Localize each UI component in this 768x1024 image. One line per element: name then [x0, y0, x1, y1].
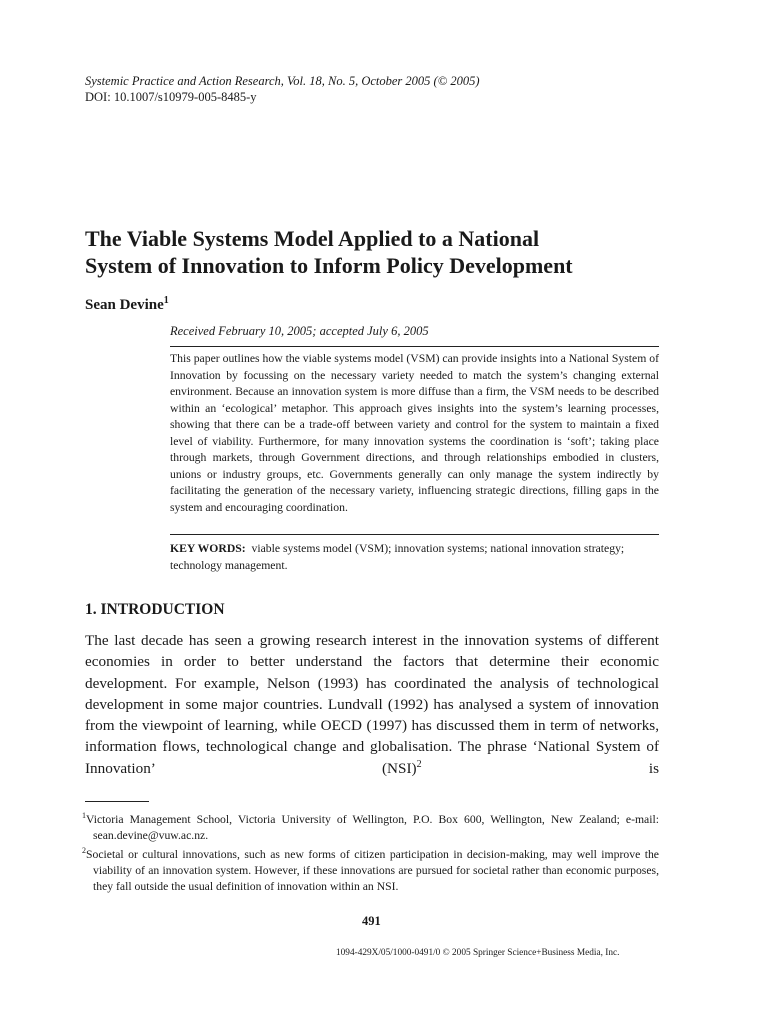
author	[85, 295, 169, 314]
footnote-2	[82, 843, 659, 894]
footnote-2-mark: 2	[82, 846, 86, 856]
journal-citation: Systemic Practice and Action Research, Vol. 18, No. 5, October 2005 (© 2005)	[85, 74, 480, 88]
footnote-1-mark: 1	[82, 811, 86, 820]
copyright-line: 1094-429X/05/1000-0491/0 © 2005 Springer Science+Business Media, Inc.	[336, 948, 620, 958]
abstract-top-rule	[170, 346, 659, 347]
title-line-1: The Viable Systems Model Applied to a National	[85, 226, 540, 251]
author-name: Sean Devine	[85, 297, 164, 313]
title-line-2: System of Innovation to Inform Policy Development	[85, 253, 573, 278]
received-dates: Received February 10, 2005; accepted July 6, 2005	[170, 324, 429, 338]
section-heading: 1. INTRODUCTION	[85, 601, 225, 618]
paper-title	[85, 225, 685, 279]
intro-tail: is	[421, 759, 659, 777]
intro-footnote-mark: 2	[416, 758, 422, 770]
footnote-rule	[85, 801, 149, 802]
keywords-label: KEY WORDS:	[170, 542, 246, 555]
introduction-paragraph	[85, 630, 659, 779]
footnote-1-text: Victoria Management School, Victoria University of Wellington, P.O. Box 600, Wellington, New Zealand; e-mail: sean.devine@vuw.ac.nz.	[86, 812, 659, 842]
journal-header	[85, 73, 480, 105]
author-footnote-mark: 1	[163, 295, 169, 306]
doi: DOI: 10.1007/s10979-005-8485-y	[85, 90, 257, 104]
footnotes	[82, 808, 659, 894]
abstract-bottom-rule	[170, 534, 659, 535]
abstract: This paper outlines how the viable systems model (VSM) can provide insights into a National System of Innovation by focussing on the necessary variety needed to match the system’s changing external environment. Because an innovation system is more diffuse than a firm, the VSM needs to be described within an ‘ecological’ metaphor. This approach gives insights into the system’s learning processes, showing that there can be a trade-off between variety and control for the system to maintain a fixed level of viability. Furthermore, for many innovation systems the coordination is ‘soft’; taking place through markets, through Government directions, and through relationships embodied in clusters, unions or industry groups, etc. Governments generally can only manage the system indirectly by facilitating the generation of the necessary variety, influencing strategic directions, filling gaps in the system and encouraging coordination.	[170, 352, 659, 514]
keywords-text: viable systems model (VSM); innovation systems; national innovation strategy; technology management.	[170, 542, 625, 572]
footnote-1	[82, 808, 659, 843]
page-number: 491	[362, 914, 381, 928]
keywords	[170, 541, 659, 574]
footnote-2-text: Societal or cultural innovations, such as new forms of citizen participation in decision-making, may well improve the viability of an innovation system. However, if these innovations are pursued for societal rather than economic purposes, they fall outside the usual definition of innovation within an NSI.	[86, 848, 659, 893]
intro-text: The last decade has seen a growing research interest in the innovation systems of different economies in order to better understand the factors that determine their economic development. For example, Nelson (1993) has coordinated the analysis of technological development in some major countries. Lundvall (1992) has analysed a system of innovation from the viewpoint of learning, while OECD (1997) has discussed them in term of networks, information flows, technological change and globalisation. The phrase ‘National System of Innovation’ (NSI)	[85, 632, 659, 777]
